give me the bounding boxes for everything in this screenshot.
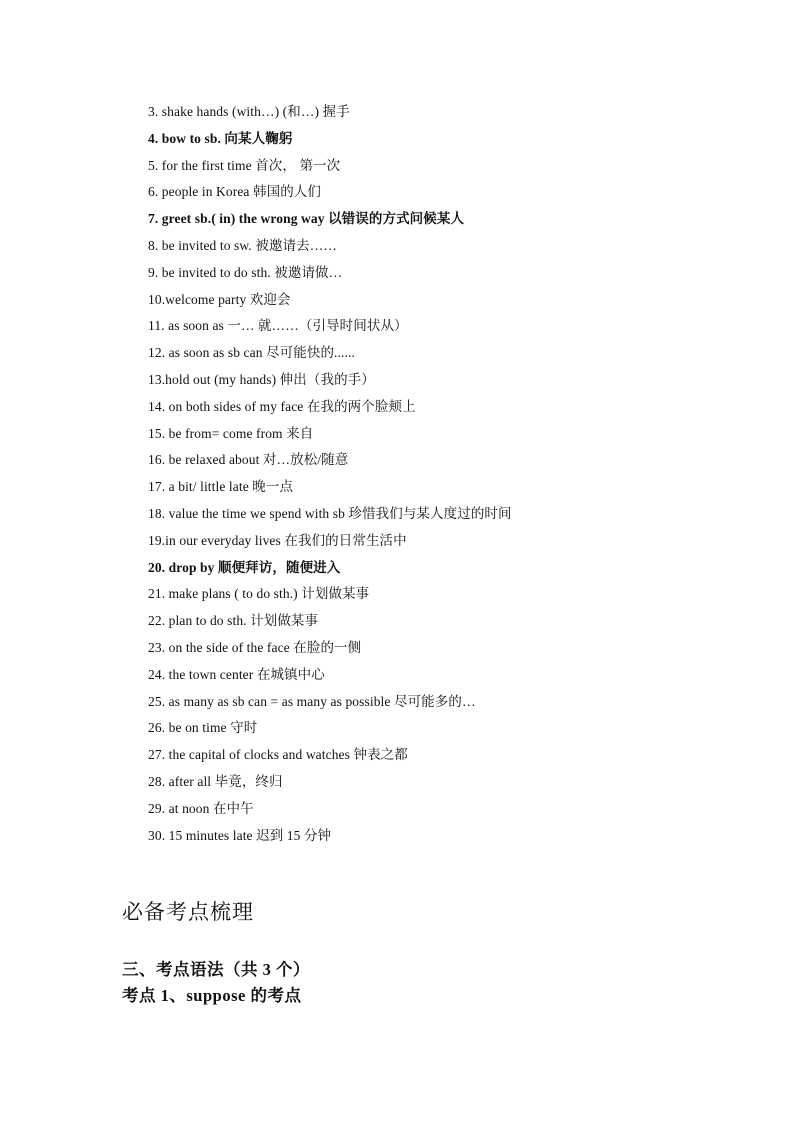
- phrase-item: 8. be invited to sw. 被邀请去……: [148, 237, 337, 253]
- phrase-item: 29. at noon 在中午: [148, 800, 254, 816]
- section-title: 必备考点梳理: [122, 900, 254, 924]
- phrase-item: 17. a bit/ little late 晚一点: [148, 479, 294, 495]
- phrase-item: 16. be relaxed about 对…放松/随意: [148, 452, 349, 468]
- phrase-item: 12. as soon as sb can 尽可能快的......: [148, 345, 355, 361]
- phrase-item: 21. make plans ( to do sth.) 计划做某事: [148, 586, 370, 602]
- phrase-item: 15. be from= come from 来自: [148, 425, 314, 441]
- phrase-list: [148, 102, 512, 852]
- phrase-item: 6. people in Korea 韩国的人们: [148, 184, 321, 200]
- phrase-item: 5. for the first time 首次， 第一次: [148, 157, 341, 173]
- phrase-item: 7. greet sb.( in) the wrong way 以错误的方式问候某人: [148, 211, 465, 227]
- phrase-item: 10.welcome party 欢迎会: [148, 291, 291, 307]
- phrase-item: 14. on both sides of my face 在我的两个脸颊上: [148, 398, 416, 414]
- phrase-item: 20. drop by 顺便拜访，随便进入: [148, 559, 341, 575]
- phrase-item: 19.in our everyday lives 在我们的日常生活中: [148, 532, 407, 548]
- phrase-item: 18. value the time we spend with sb 珍惜我们与某人度过的时间: [148, 505, 512, 521]
- phrase-item: 26. be on time 守时: [148, 720, 258, 736]
- phrase-item: 30. 15 minutes late 迟到 15 分钟: [148, 827, 332, 843]
- point-title: 考点 1、suppose 的考点: [122, 986, 302, 1005]
- phrase-item: 28. after all 毕竟，终归: [148, 773, 283, 789]
- phrase-item: 11. as soon as 一… 就……（引导时间状从）: [148, 318, 408, 334]
- phrase-item: 4. bow to sb. 向某人鞠躬: [148, 130, 293, 146]
- phrase-item: 13.hold out (my hands) 伸出（我的手）: [148, 371, 375, 387]
- phrase-item: 3. shake hands (with…) (和…) 握手: [148, 104, 350, 119]
- phrase-item: 27. the capital of clocks and watches 钟表之都: [148, 747, 408, 763]
- phrase-item: 24. the town center 在城镇中心: [148, 666, 325, 682]
- phrase-item: 9. be invited to do sth. 被邀请做…: [148, 264, 343, 280]
- phrase-item: 23. on the side of the face 在脸的一侧: [148, 639, 362, 655]
- phrase-item: 25. as many as sb can = as many as possible 尽可能多的…: [148, 693, 476, 709]
- subsection-title: 三、考点语法（共 3 个）: [122, 960, 310, 979]
- phrase-item: 22. plan to do sth. 计划做某事: [148, 613, 319, 629]
